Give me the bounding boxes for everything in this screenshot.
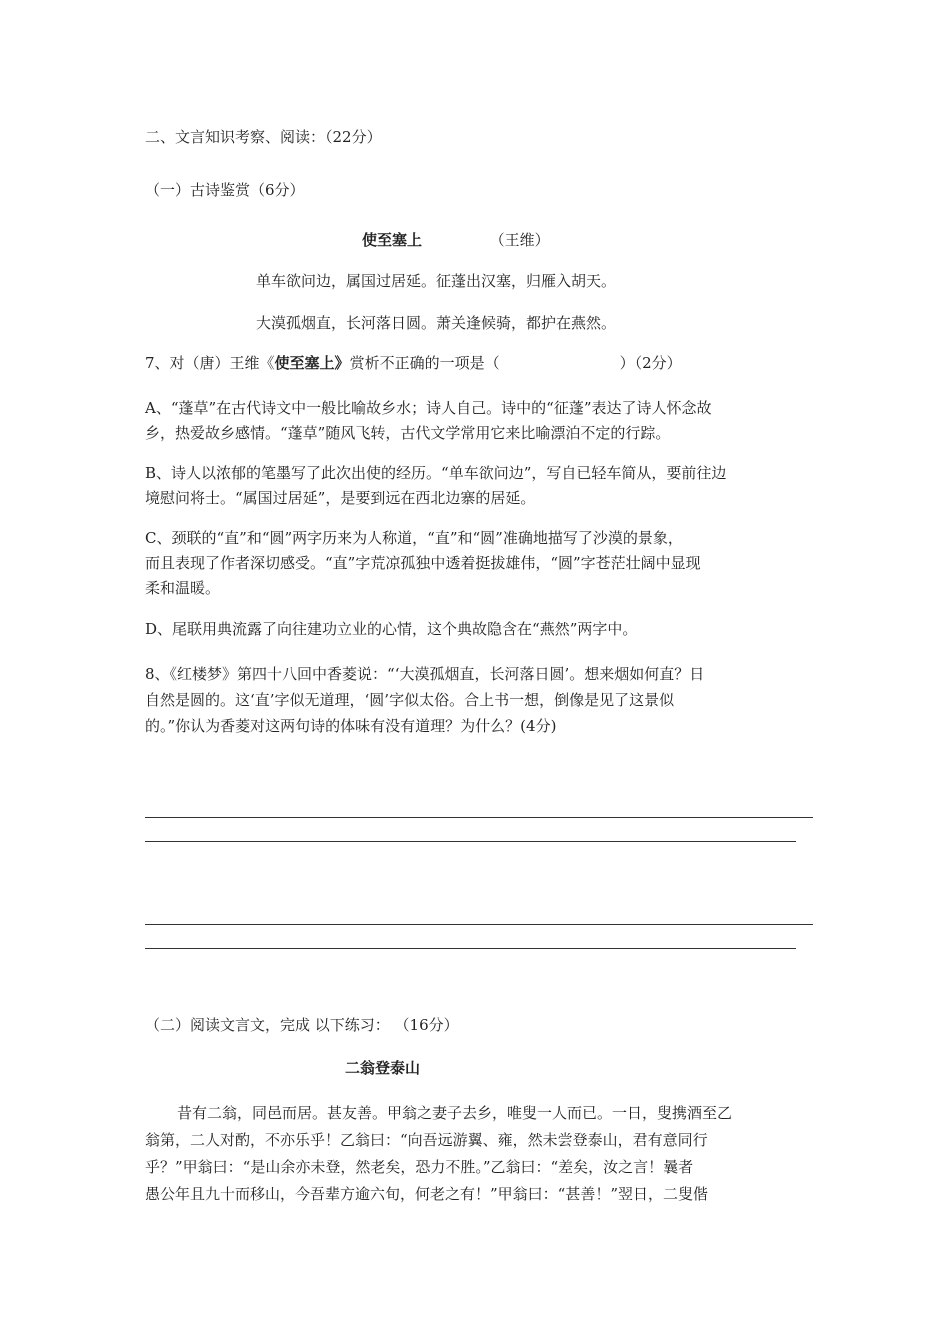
answer-line[interactable] — [145, 924, 813, 925]
option-c-line-2: 而且表现了作者深切感受。“直”字荒凉孤独中透着挺拔雄伟，“圆”字苍茫壮阔中显现 — [145, 554, 701, 572]
q8-line-1: 8、《红楼梦》第四十八回中香菱说：“‘大漠孤烟直，长河落日圆’。想来烟如何直？日 — [145, 665, 705, 683]
answer-line[interactable] — [145, 948, 796, 949]
q7-poem-title: 使至塞上》 — [274, 354, 350, 372]
option-b-line-1: B、诗人以浓郁的笔墨写了此次出使的经历。“单车欲问边”，写自已轻车简从，要前往边 — [145, 464, 727, 482]
passage-line-1: 昔有二翁，同邑而居。甚友善。甲翁之妻子去乡，唯叟一人而已。一日，叟携酒至乙 — [177, 1104, 733, 1122]
poem-line-2: 大漠孤烟直，长河落日圆。萧关逢候骑，都护在燕然。 — [256, 314, 617, 332]
option-a-line-1: A、“蓬草”在古代诗文中一般比喻故乡水；诗人自己。诗中的“征蓬”表达了诗人怀念故 — [145, 399, 712, 417]
option-a-line-2: 乡，热爱故乡感情。“蓬草”随风飞转，古代文学常用它来比喻漂泊不定的行踪。 — [145, 424, 671, 442]
q7-suffix: 赏析不正确的一项是（ — [349, 354, 500, 372]
q7-prefix: 7、对（唐）王维《 — [145, 354, 275, 372]
poem-author: （王维） — [489, 231, 550, 249]
poem-title: 使至塞上 — [362, 231, 423, 249]
option-c-line-1: C、颈联的“直”和“圆”两字历来为人称道，“直”和“圆”准确地描写了沙漠的景象， — [145, 529, 683, 547]
answer-line[interactable] — [145, 841, 796, 842]
q8-line-3: 的。”你认为香菱对这两句诗的体味有没有道理？为什么？(4分) — [145, 717, 557, 735]
passage-line-2: 翁第，二人对酌，不亦乐乎！乙翁曰：“向吾远游翼、雍，然未尝登泰山，君有意同行 — [145, 1131, 708, 1149]
q7-score: ）（2分） — [619, 354, 682, 372]
question-7 — [145, 353, 682, 373]
poem-title-line — [362, 230, 550, 250]
option-b-line-2: 境慰问将士。“属国过居延”，是要到远在西北边寨的居延。 — [145, 489, 536, 507]
option-c-line-3: 柔和温暖。 — [145, 579, 221, 597]
passage-line-3: 乎？”甲翁曰：“是山余亦未登，然老矣，恐力不胜。”乙翁曰：“差矣，汝之言！曩者 — [145, 1158, 694, 1176]
part-two-heading: （二）阅读文言文，完成 以下练习： （16分） — [145, 1016, 459, 1034]
section-two-heading: 二、文言知识考察、阅读：（22分） — [145, 128, 382, 146]
option-d: D、尾联用典流露了向往建功立业的心情，这个典故隐含在“燕然”两字中。 — [145, 620, 638, 638]
poem-line-1: 单车欲问边，属国过居延。征蓬出汉塞，归雁入胡天。 — [256, 272, 617, 290]
q8-line-2: 自然是圆的。这‘直’字似无道理，‘圆’字似太俗。合上书一想，倒像是见了这景似 — [145, 691, 675, 709]
passage-line-4: 愚公年且九十而移山，今吾辈方逾六旬，何老之有！”甲翁曰：“甚善！”翌日，二叟偕 — [145, 1185, 709, 1203]
passage-title: 二翁登泰山 — [345, 1059, 421, 1077]
part-one-heading: （一）古诗鉴赏（6分） — [145, 181, 305, 199]
answer-line[interactable] — [145, 817, 813, 818]
